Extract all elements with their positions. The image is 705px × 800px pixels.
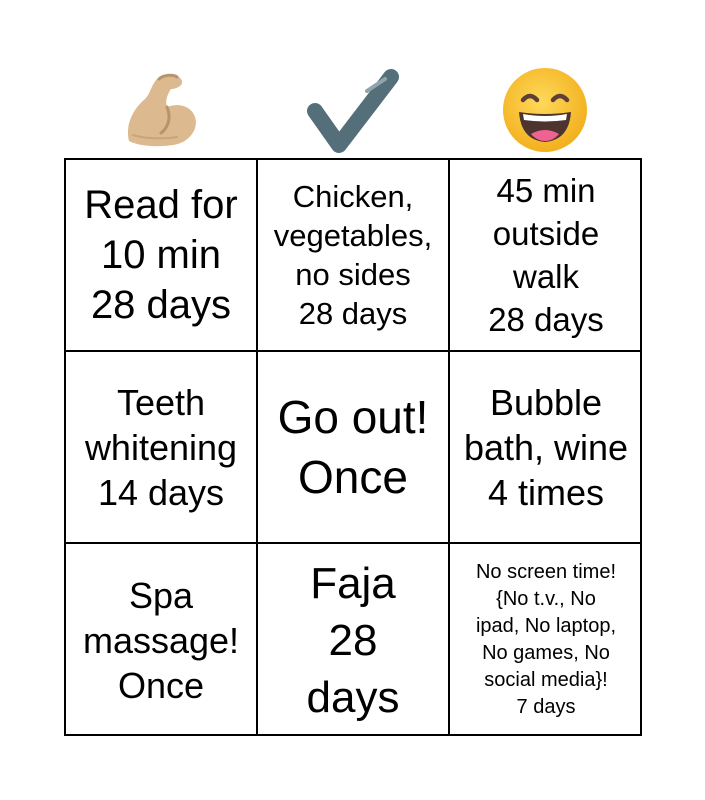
bingo-cell-spa[interactable]: [66, 544, 258, 736]
grinning-face-icon: [449, 62, 641, 158]
bingo-cell-go-out[interactable]: [258, 352, 450, 544]
bingo-cell-chicken[interactable]: [258, 160, 450, 352]
bingo-cell-walk[interactable]: [450, 160, 642, 352]
cell-text: Spa massage! Once: [82, 574, 240, 706]
cell-text: Bubble bath, wine 4 times: [463, 381, 629, 513]
cell-text: Go out! Once: [277, 391, 429, 503]
cell-text: 45 min outside walk 28 days: [488, 172, 604, 338]
bingo-cell-faja[interactable]: [258, 544, 450, 736]
cell-text: Teeth whitening 14 days: [84, 381, 238, 513]
flexed-biceps-icon: [64, 62, 256, 158]
bingo-cell-no-screen[interactable]: [450, 544, 642, 736]
cell-text: Read for 10 min 28 days: [84, 183, 238, 327]
check-mark-icon: [257, 62, 449, 158]
bingo-cell-bubble-bath[interactable]: [450, 352, 642, 544]
bingo-cell-teeth[interactable]: [66, 352, 258, 544]
cell-text: No screen time! {No t.v., No ipad, No laptop, No games, No social media}! 7 days: [475, 561, 617, 718]
bingo-grid: [64, 158, 642, 736]
cell-text: Chicken, vegetables, no sides 28 days: [273, 179, 433, 331]
bingo-cell-read[interactable]: [66, 160, 258, 352]
header-icons: [64, 62, 642, 158]
cell-text: Faja 28 days: [306, 558, 400, 722]
